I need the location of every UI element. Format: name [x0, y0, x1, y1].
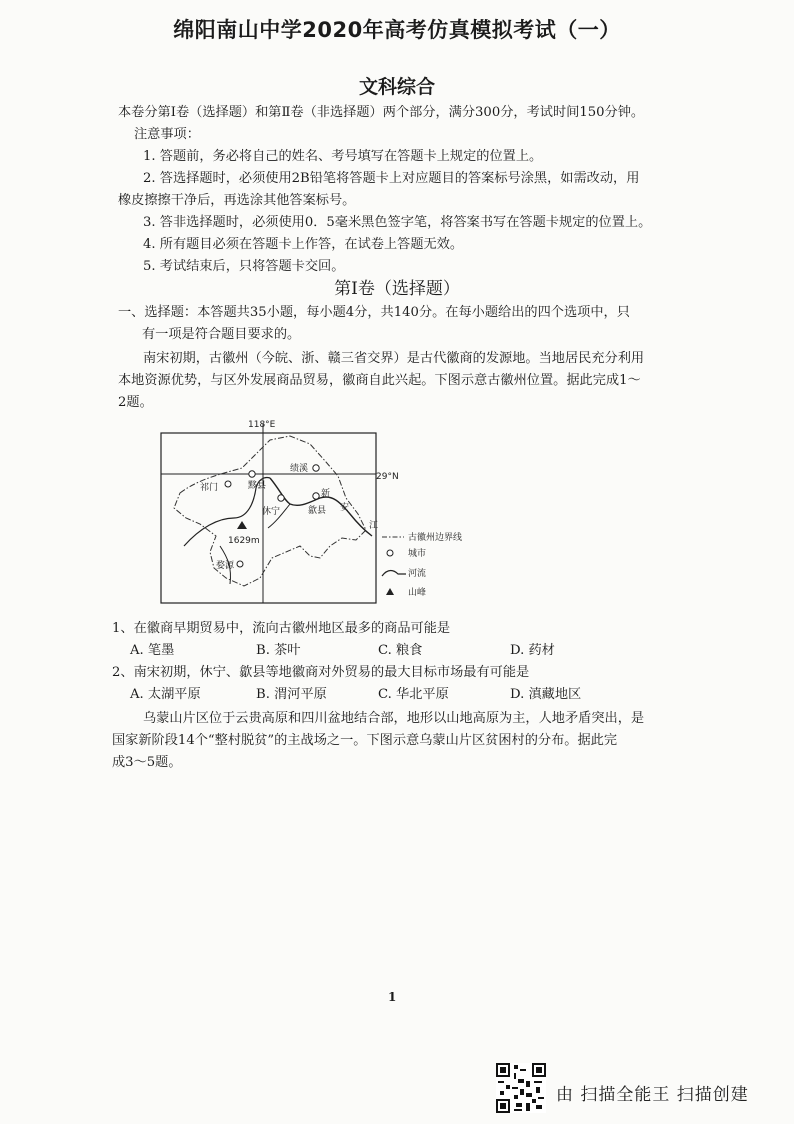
legend-peak-icon	[386, 588, 394, 595]
river-char-an: 安	[340, 503, 350, 513]
longitude-label: 118°E	[248, 420, 276, 430]
page-title: 绵阳南山中学2020年高考仿真模拟考试（一）	[173, 18, 621, 42]
notice-3: 3. 答非选择题时，必须使用0．5毫米黑色签字笔，将答案书写在答题卡规定的位置上。	[143, 215, 652, 230]
passage2-line1: 乌蒙山片区位于云贵高原和四川盆地结合部，地形以山地高原为主，人地矛盾突出，是	[143, 711, 645, 726]
scanner-watermark: 由 扫描全能王 扫描创建	[556, 1085, 749, 1105]
legend-river-label: 河流	[408, 569, 427, 579]
city-yixian	[249, 471, 255, 477]
q2-option-b: B. 渭河平原	[256, 687, 327, 702]
huizhou-map	[160, 418, 490, 610]
q1-option-c: C. 粮食	[378, 643, 423, 658]
notice-1: 1. 答题前，务必将自己的姓名、考号填写在答题卡上规定的位置上。	[143, 149, 543, 164]
passage2-line2: 国家新阶段14个“整村脱贫”的主战场之一。下图示意乌蒙山片区贫困村的分布。据此完	[112, 733, 618, 748]
notice-5: 5. 考试结束后，只将答题卡交回。	[143, 259, 345, 274]
notice-2a: 2. 答选择题时，必须使用2B铅笔将答题卡上对应题目的答案标号涂黑，如需改动，用	[143, 171, 640, 186]
section-title: 第Ⅰ卷（选择题）	[334, 279, 460, 299]
city-xiuning	[278, 495, 284, 501]
section-instruction-a: 一、选择题：本答题共35小题，每小题4分，共140分。在每小题给出的四个选项中，只	[118, 305, 630, 320]
legend-city-label: 城市	[408, 549, 427, 559]
river-char-xin: 新	[321, 489, 331, 499]
city-qimen	[225, 481, 231, 487]
city-label-wuyuan: 婺源	[216, 561, 235, 571]
legend-peak-label: 山峰	[408, 588, 427, 598]
city-label-qimen: 祁门	[200, 483, 219, 493]
q2-option-a: A. 太湖平原	[130, 687, 201, 702]
notice-heading: 注意事项：	[134, 127, 200, 142]
latitude-label: 29°N	[376, 472, 399, 482]
page-subtitle: 文科综合	[358, 76, 435, 98]
q2-option-c: C. 华北平原	[378, 687, 449, 702]
passage1-line3: 2题。	[118, 395, 153, 410]
passage1-line1: 南宋初期，古徽州（今皖、浙、赣三省交界）是古代徽商的发源地。当地居民充分利用	[143, 351, 645, 366]
city-jixi	[313, 465, 319, 471]
city-wuyuan	[237, 561, 243, 567]
notice-4: 4. 所有题目必须在答题卡上作答，在试卷上答题无效。	[143, 237, 464, 252]
peak-label: 1629m	[228, 536, 260, 546]
q2-stem: 2、南宋初期，休宁、歙县等地徽商对外贸易的最大目标市场最有可能是	[112, 665, 530, 680]
passage1-line2: 本地资源优势，与区外发展商品贸易，徽商自此兴起。下图示意古徽州位置。据此完成1～	[118, 373, 641, 388]
city-shexian	[313, 493, 319, 499]
q1-option-b: B. 茶叶	[256, 643, 301, 658]
qr-code-icon[interactable]	[496, 1063, 546, 1113]
q1-stem: 1、在徽商早期贸易中，流向古徽州地区最多的商品可能是	[112, 621, 451, 636]
map-frame	[161, 433, 379, 603]
passage2-line3: 成3～5题。	[112, 755, 182, 770]
legend-city-symbol	[387, 550, 393, 556]
q2-option-d: D. 滇藏地区	[510, 687, 582, 702]
city-label-shexian: 歙县	[308, 506, 327, 516]
page-number: 1	[388, 990, 397, 1004]
city-label-jixi: 绩溪	[290, 464, 309, 474]
legend-border-label: 古徽州边界线	[408, 533, 463, 543]
q1-option-d: D. 药材	[510, 643, 555, 658]
notice-2b: 橡皮擦擦干净后，再选涂其他答案标号。	[118, 193, 356, 208]
intro-line: 本卷分第Ⅰ卷（选择题）和第Ⅱ卷（非选择题）两个部分，满分300分，考试时间150分钟。	[118, 105, 645, 120]
q1-option-a: A. 笔墨	[130, 643, 175, 658]
section-instruction-b: 有一项是符合题目要求的。	[142, 327, 301, 342]
peak-icon	[237, 521, 247, 529]
river-char-jiang: 江	[369, 521, 379, 531]
city-label-yixian: 黟县	[248, 481, 267, 491]
legend-river-symbol	[382, 571, 406, 577]
city-label-xiuning: 休宁	[262, 507, 281, 517]
